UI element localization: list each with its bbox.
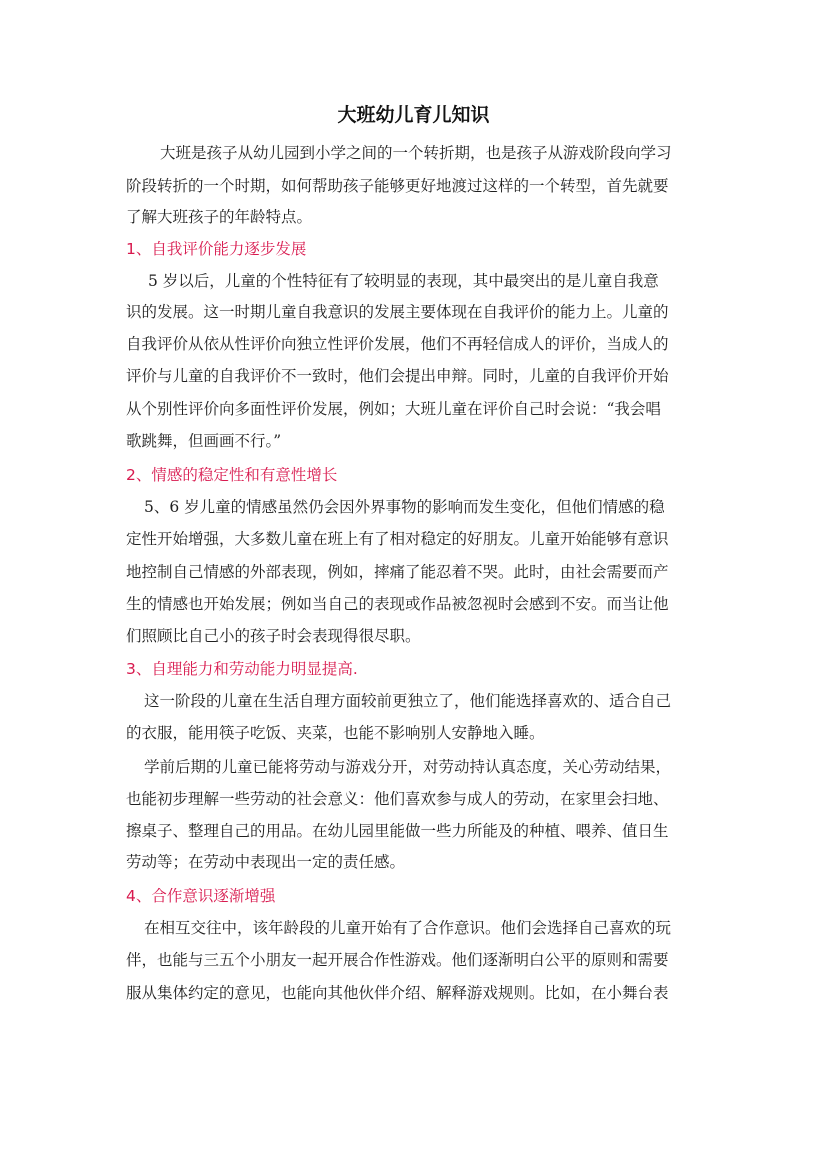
- paragraph-line: 识的发展。这一时期儿童自我意识的发展主要体现在自我评价的能力上。儿童的: [126, 303, 669, 321]
- section-heading: 4、合作意识逐渐增强: [126, 887, 276, 905]
- paragraph-line: 歌跳舞，但画画不行。”: [126, 432, 282, 450]
- paragraph-line: 这一阶段的儿童在生活自理方面较前更独立了，他们能选择喜欢的、适合自己: [144, 692, 672, 710]
- paragraph-line: 学前后期的儿童已能将劳动与游戏分开，对劳动持认真态度，关心劳动结果，: [144, 758, 672, 776]
- paragraph-line: 评价与儿童的自我评价不一致时，他们会提出申辩。同时，儿童的自我评价开始: [126, 367, 669, 385]
- paragraph-line: 生的情感也开始发展；例如当自己的表现或作品被忽视时会感到不安。而当让他: [126, 595, 669, 613]
- paragraph-line: 的衣服，能用筷子吃饭、夹菜，也能不影响别人安静地入睡。: [126, 724, 545, 742]
- paragraph-line: 伴，也能与三五个小朋友一起开展合作性游戏。他们逐渐明白公平的原则和需要: [126, 951, 669, 969]
- paragraph-line: 定性开始增强，大多数儿童在班上有了相对稳定的好朋友。儿童开始能够有意识: [126, 530, 669, 548]
- paragraph-line: 擦桌子、整理自己的用品。在幼儿园里能做一些力所能及的种植、喂养、值日生: [126, 822, 669, 840]
- intro-line: 大班是孩子从幼儿园到小学之间的一个转折期，也是孩子从游戏阶段向学习: [160, 144, 672, 162]
- paragraph-line: 在相互交往中，该年龄段的儿童开始有了合作意识。他们会选择自己喜欢的玩: [144, 919, 672, 937]
- intro-line: 阶段转折的一个时期，如何帮助孩子能够更好地渡过这样的一个转型，首先就要: [126, 177, 669, 195]
- paragraph-line: 们照顾比自己小的孩子时会表现得很尽职。: [126, 627, 421, 645]
- paragraph-line: 服从集体约定的意见，也能向其他伙伴介绍、解释游戏规则。比如，在小舞台表: [126, 984, 669, 1002]
- paragraph-line: 5、6 岁儿童的情感虽然仍会因外界事物的影响而发生变化，但他们情感的稳: [144, 498, 665, 516]
- section-heading: 3、自理能力和劳动能力明显提高.: [126, 660, 358, 678]
- intro-line: 了解大班孩子的年龄特点。: [126, 208, 313, 226]
- paragraph-line: 也能初步理解一些劳动的社会意义：他们喜欢参与成人的劳动，在家里会扫地、: [126, 790, 669, 808]
- paragraph-line: 5 岁以后，儿童的个性特征有了较明显的表现，其中最突出的是儿童自我意: [148, 272, 659, 290]
- paragraph-line: 自我评价从依从性评价向独立性评价发展，他们不再轻信成人的评价，当成人的: [126, 335, 669, 353]
- paragraph-line: 劳动等；在劳动中表现出一定的责任感。: [126, 853, 406, 871]
- paragraph-line: 地控制自己情感的外部表现，例如，摔痛了能忍着不哭。此时，由社会需要而产: [126, 563, 669, 581]
- document-title: 大班幼儿育儿知识: [337, 104, 490, 126]
- section-heading: 1、自我评价能力逐步发展: [126, 240, 307, 258]
- section-heading: 2、情感的稳定性和有意性增长: [126, 466, 338, 484]
- paragraph-line: 从个别性评价向多面性评价发展，例如；大班儿童在评价自己时会说：“我会唱: [126, 400, 661, 418]
